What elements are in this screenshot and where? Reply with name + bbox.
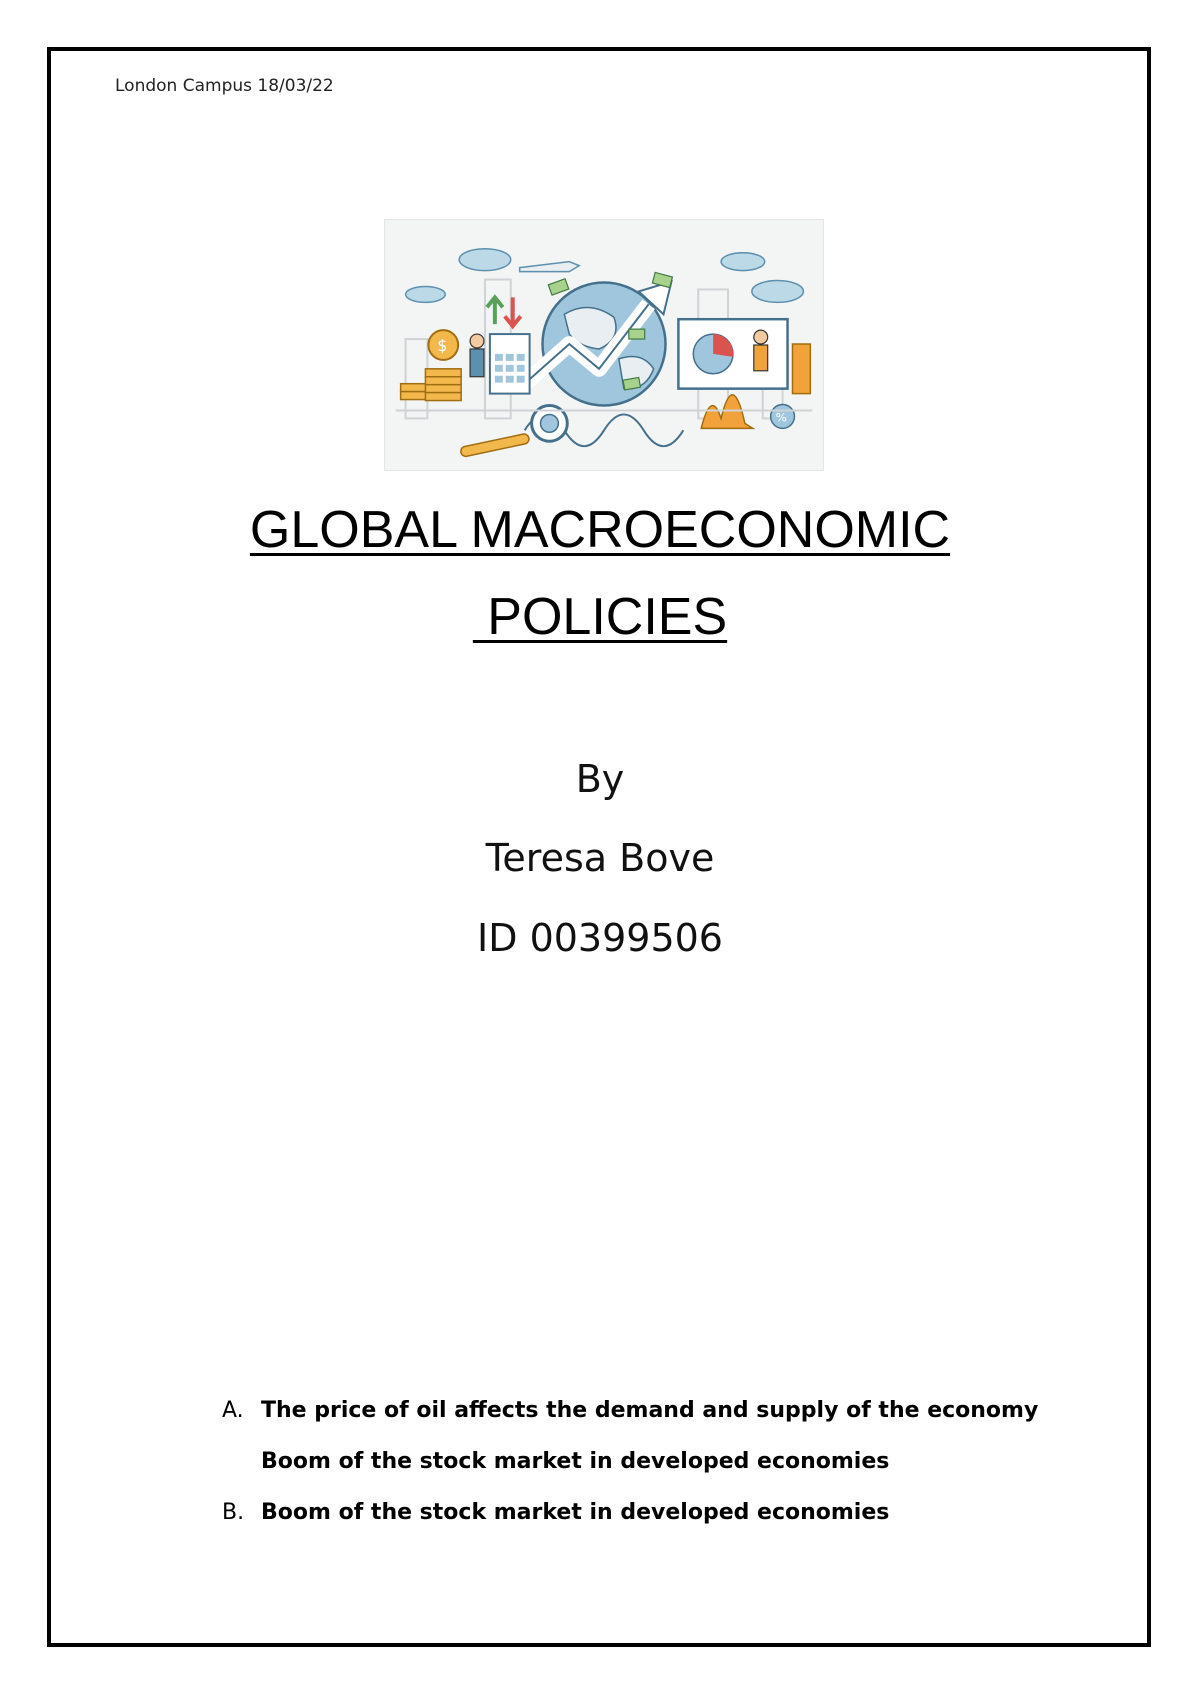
question-item [222, 1487, 1102, 1538]
svg-text:%: % [775, 410, 787, 425]
economy-illustration [384, 219, 824, 471]
author-name: Teresa Bove [485, 836, 715, 880]
svg-text:$: $ [437, 335, 448, 355]
question-text: Boom of the stock market in developed economies [261, 1500, 890, 1525]
document-title-line-2: POLICIES [472, 588, 728, 646]
question-marker: B. [222, 1500, 245, 1525]
author-by-label: By [575, 757, 625, 801]
campus-date-note: London Campus 18/03/22 [115, 76, 334, 96]
economy-illustration-icon [385, 220, 823, 470]
question-item [222, 1385, 1102, 1487]
student-id: ID 00399506 [477, 916, 723, 960]
question-marker: A. [222, 1398, 244, 1423]
question-list [222, 1385, 1102, 1538]
question-text: The price of oil affects the demand and supply of the economy Boom of the stock market in developed economies [261, 1398, 1039, 1474]
document-title-line-1: GLOBAL MACROECONOMIC [249, 501, 951, 559]
